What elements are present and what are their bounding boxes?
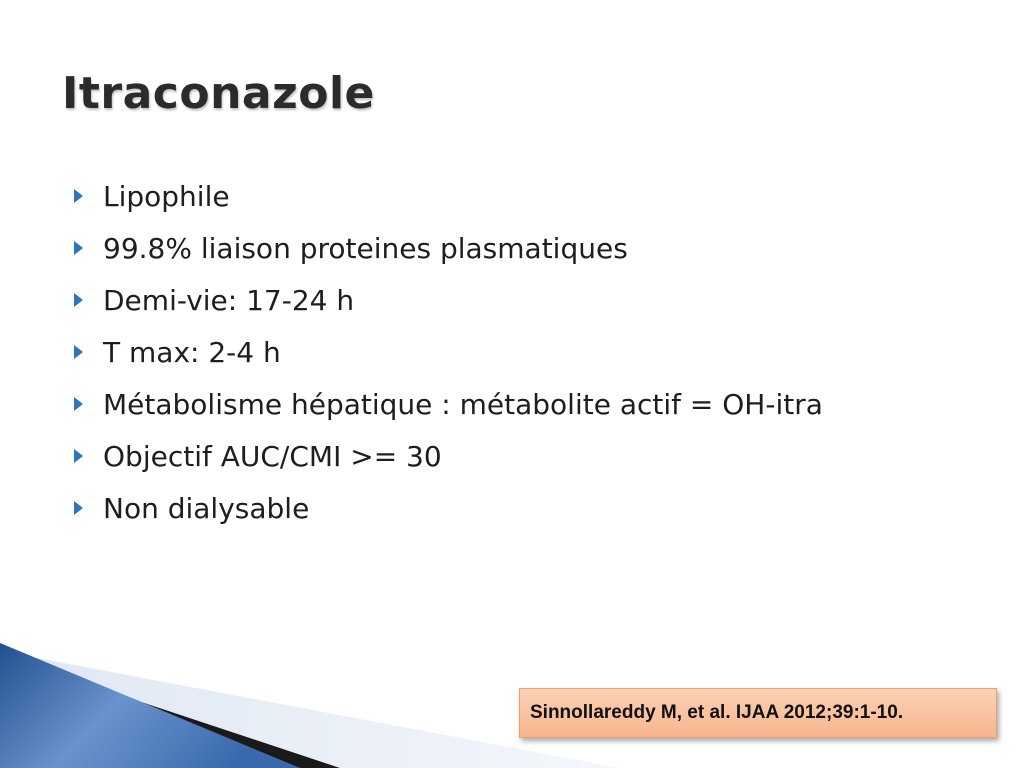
list-item [74,274,823,326]
list-item [74,170,823,222]
triangle-right-icon [74,345,83,359]
triangle-right-icon [74,501,83,515]
slide-title: Itraconazole [62,68,375,119]
list-item [74,222,823,274]
bullet-text: Lipophile [103,179,230,213]
list-item [74,482,823,534]
list-item [74,326,823,378]
bullet-text: Métabolisme hépatique : métabolite actif = OH-itra [103,387,823,421]
triangle-right-icon [74,241,83,255]
list-item [74,378,823,430]
bullet-text: Objectif AUC/CMI >= 30 [103,439,442,473]
triangle-right-icon [74,397,83,411]
list-item [74,430,823,482]
bullet-text: Demi-vie: 17-24 h [103,283,355,317]
triangle-right-icon [74,449,83,463]
bullet-list [74,170,823,534]
triangle-right-icon [74,189,83,203]
citation-text: Sinnollareddy M, et al. IJAA 2012;39:1-10. [530,702,904,723]
bullet-text: Non dialysable [103,491,310,525]
triangle-right-icon [74,293,83,307]
citation-box [519,688,997,738]
bullet-text: T max: 2-4 h [103,335,281,369]
bullet-text: 99.8% liaison proteines plasmatiques [103,231,628,265]
